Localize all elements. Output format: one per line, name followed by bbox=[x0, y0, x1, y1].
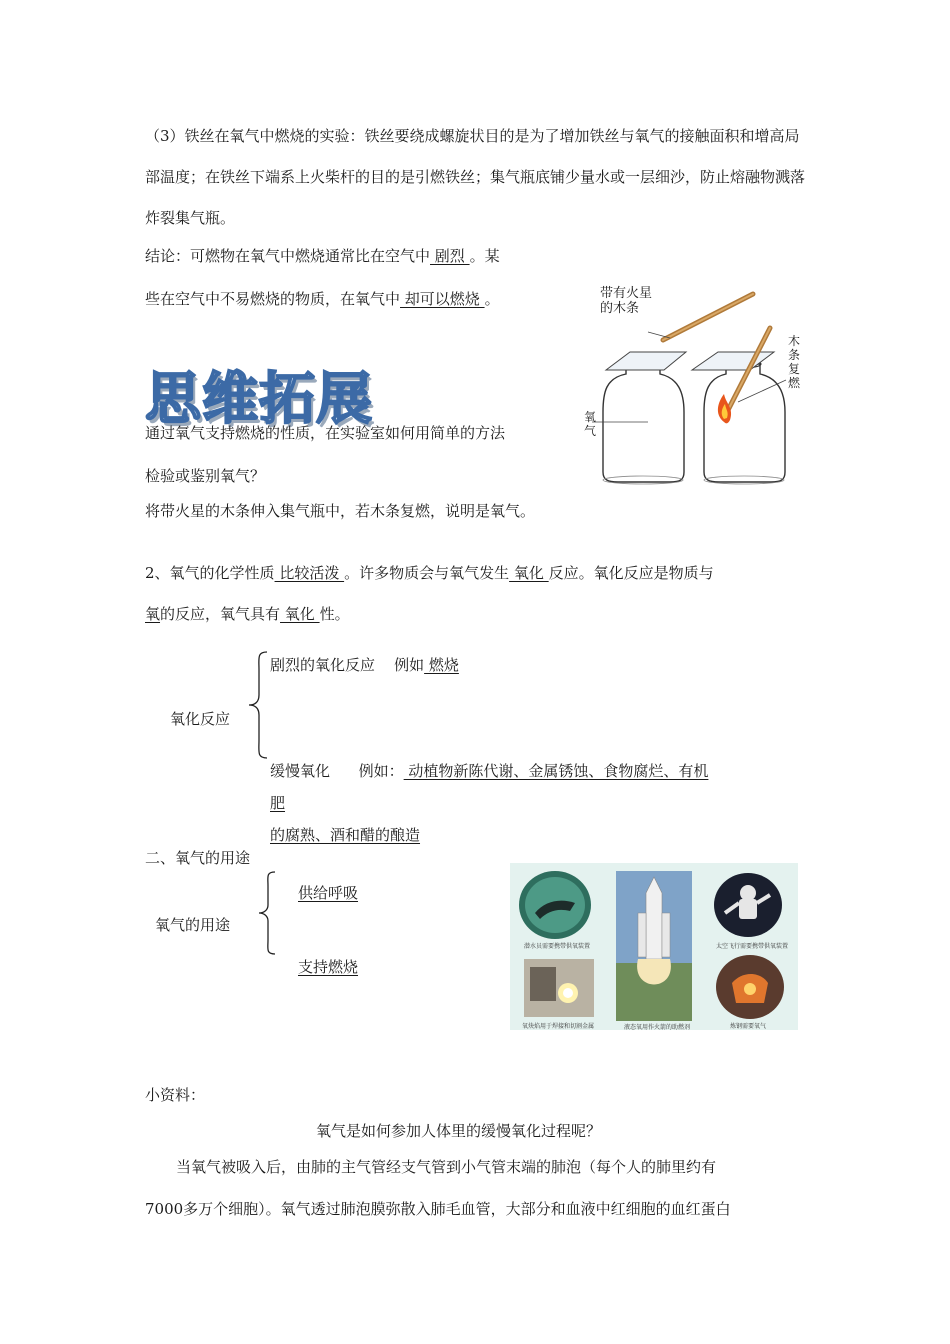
thinking-extension-title: 思维拓展 bbox=[145, 367, 373, 432]
info-title: 氧气是如何参加人体里的缓慢氧化过程呢？ bbox=[316, 1122, 602, 1140]
uses-heading: 二、氧气的用途 bbox=[145, 849, 251, 867]
answer-blank-intense: 剧烈 bbox=[430, 247, 470, 265]
slow-oxidation-eg: 例如： bbox=[358, 762, 404, 780]
answer-blank-oxygen: 氧 bbox=[145, 605, 161, 623]
chem-text-2: 。许多物质会与氧气发生 bbox=[344, 564, 510, 582]
chem-text-3: 反应。氧化反应是物质与 bbox=[548, 564, 714, 582]
question-line-1: 通过氧气支持燃烧的性质，在实验室如何用简单的方法 bbox=[145, 424, 506, 442]
iron-wire-paragraph bbox=[145, 116, 810, 239]
oxidation-root-label: 氧化反应 bbox=[170, 710, 231, 728]
slow-oxidation-wrap-2 bbox=[270, 824, 420, 845]
conclusion-text-2: 些在空气中不易燃烧的物质，在氧气中 bbox=[145, 290, 401, 308]
oxygen-uses-photo-panel bbox=[510, 863, 798, 1030]
uses-brace bbox=[257, 870, 279, 956]
chem-text-5: 性。 bbox=[319, 605, 350, 623]
photo-caption-welding: 氧炔焰用于焊接和切割金属 bbox=[522, 1023, 595, 1030]
chem-text-4: 的反应，氧气具有 bbox=[160, 605, 281, 623]
slow-oxidation-wrap-1 bbox=[270, 792, 285, 813]
fast-oxidation-row bbox=[270, 654, 459, 675]
info-paragraph-line-1: 当氧气被吸入后，由肺的主气管经支气管到小气管末端的肺泡（每个人的肺里约有 bbox=[176, 1158, 717, 1176]
answer-blank-can-burn: 却可以燃烧 bbox=[400, 290, 485, 308]
gas-jar-diagram bbox=[578, 282, 808, 487]
conclusion-text-1: 结论：可燃物在氧气中燃烧通常比在空气中 bbox=[145, 247, 431, 265]
conclusion-text-2b: 。 bbox=[484, 290, 500, 308]
uses-root-label: 氧气的用途 bbox=[155, 916, 231, 934]
chem-text-1: 2、氧气的化学性质 bbox=[145, 564, 275, 582]
answer-blank-combustion: 燃烧 bbox=[424, 656, 459, 674]
answer-blank-active: 比较活泼 bbox=[274, 564, 345, 582]
photo-caption-space: 太空飞行需要携带供氧装置 bbox=[716, 943, 789, 950]
photo-caption-diver: 潜水员需要携带供氧装置 bbox=[524, 943, 591, 950]
chem-property-line-1 bbox=[145, 562, 714, 583]
oxidation-brace bbox=[247, 650, 271, 760]
photo-caption-rocket: 液态氧用作火箭的助燃剂 bbox=[624, 1024, 691, 1031]
question-line-2: 检验或鉴别氧气？ bbox=[145, 467, 266, 485]
label-stick-relights: 木 条 复 燃 bbox=[788, 334, 801, 390]
label-oxygen: 氧 气 bbox=[584, 410, 597, 438]
answer-blank-oxidizing: 氧化 bbox=[280, 605, 320, 623]
info-paragraph-line-2: 7000多万个细胞）。氧气透过肺泡膜弥散入肺毛血管，大部分和血液中红细胞的血红蛋白 bbox=[145, 1200, 731, 1218]
slow-oxidation-row bbox=[270, 760, 708, 781]
conclusion-line-1 bbox=[145, 245, 500, 266]
answer-blank-slow-3: 的腐熟、酒和醋的酿造 bbox=[270, 826, 421, 844]
iron-wire-text: （3）铁丝在氧气中燃烧的实验：铁丝要绕成螺旋状目的是为了增加铁丝与氧气的接触面积和增高局部温度；在铁丝下端系上火柴杆的目的是引燃铁丝；集气瓶底铺少量水或一层细沙，防止熔融物溅落炸裂集气瓶。 bbox=[145, 127, 806, 227]
use-respiration: 供给呼吸 bbox=[298, 884, 359, 902]
fast-oxidation-label: 剧烈的氧化反应 bbox=[270, 656, 376, 674]
photo-caption-steel: 炼钢需要氧气 bbox=[730, 1023, 767, 1030]
conclusion-text-1b: 。某 bbox=[469, 247, 500, 265]
answer-blank-slow-1: 动植物新陈代谢、金属锈蚀、食物腐烂、有机 bbox=[403, 762, 709, 780]
answer-line: 将带火星的木条伸入集气瓶中，若木条复燃，说明是氧气。 bbox=[145, 502, 536, 520]
info-label: 小资料： bbox=[145, 1086, 206, 1104]
conclusion-line-2 bbox=[145, 288, 500, 309]
chem-property-line-2 bbox=[145, 603, 350, 624]
answer-blank-slow-2: 肥 bbox=[270, 794, 286, 812]
answer-blank-oxidation: 氧化 bbox=[509, 564, 549, 582]
label-glowing-stick: 带有火星 的木条 bbox=[600, 286, 653, 316]
slow-oxidation-label: 缓慢氧化 bbox=[270, 762, 331, 780]
use-combustion: 支持燃烧 bbox=[298, 958, 359, 976]
fast-oxidation-eg: 例如 bbox=[394, 656, 425, 674]
